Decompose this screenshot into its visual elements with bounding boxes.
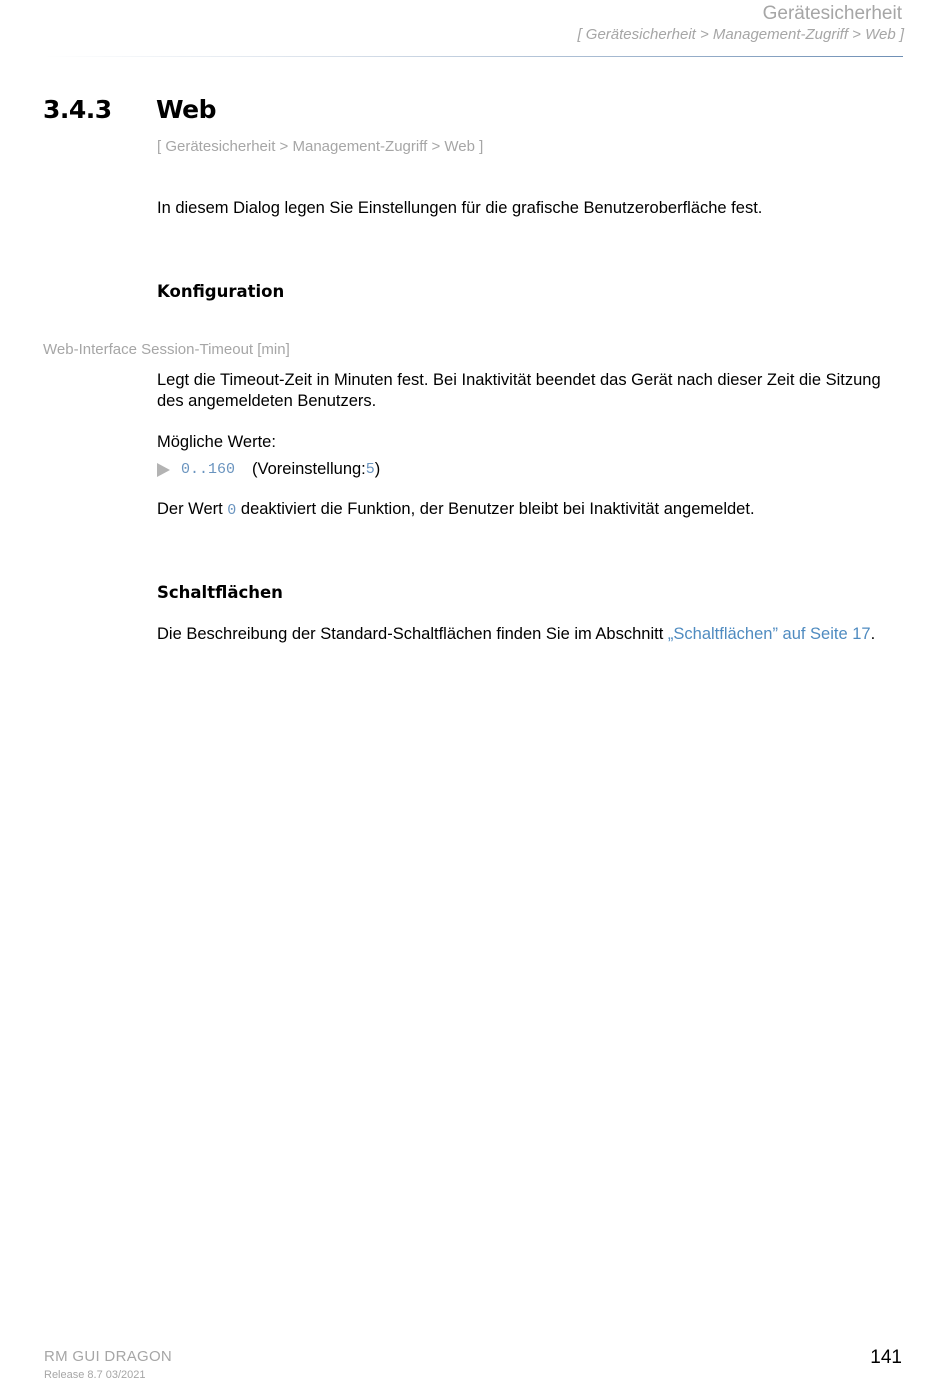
value-range-item: [157, 459, 380, 480]
footer-release: Release 8.7 03/2021: [44, 1369, 146, 1381]
note-prefix: Der Wert: [157, 500, 228, 518]
possible-values-label: Mögliche Werte:: [157, 433, 276, 451]
parameter-name: Web-Interface Session-Timeout [min]: [43, 341, 290, 358]
bullet-triangle-icon: [157, 463, 170, 477]
schaltflaechen-reference: [157, 624, 875, 645]
parameter-description: Legt die Timeout-Zeit in Minuten fest. Bei Inaktivität beendet das Gerät nach dieser Zeit die Sitzung des angemeldeten Benutzers.: [157, 371, 881, 410]
footer-product: RM GUI DRAGON: [44, 1348, 173, 1365]
section-title: Web: [156, 95, 217, 124]
section-menu-path: [ Gerätesicherheit > Management-Zugriff > Web ]: [157, 138, 484, 155]
reference-prefix: Die Beschreibung der Standard-Schaltflächen finden Sie im Abschnitt: [157, 625, 668, 643]
zero-value-note: [157, 499, 755, 521]
intro-paragraph: In diesem Dialog legen Sie Einstellungen für die grafische Benutzeroberfläche fest.: [157, 199, 763, 217]
default-suffix: ): [374, 460, 381, 478]
schaltflaechen-heading: Schaltflächen: [157, 583, 283, 602]
page-number: 141: [870, 1347, 902, 1368]
default-prefix: (Voreinstellung:: [252, 460, 366, 478]
konfiguration-heading: Konfiguration: [157, 282, 285, 301]
section-number: 3.4.3: [43, 95, 112, 124]
value-range: 0..160: [181, 461, 236, 478]
note-value: 0: [227, 502, 237, 519]
running-header-title: Gerätesicherheit: [762, 3, 902, 24]
reference-suffix: .: [870, 625, 876, 643]
default-value: 5: [365, 461, 375, 478]
schaltflaechen-link[interactable]: „Schaltflächen” auf Seite 17: [667, 625, 871, 643]
note-suffix: deaktiviert die Funktion, der Benutzer bleibt bei Inaktivität angemeldet.: [236, 500, 755, 518]
running-header-path: [ Gerätesicherheit > Management-Zugriff > Web ]: [577, 26, 904, 43]
header-divider: [44, 56, 903, 57]
